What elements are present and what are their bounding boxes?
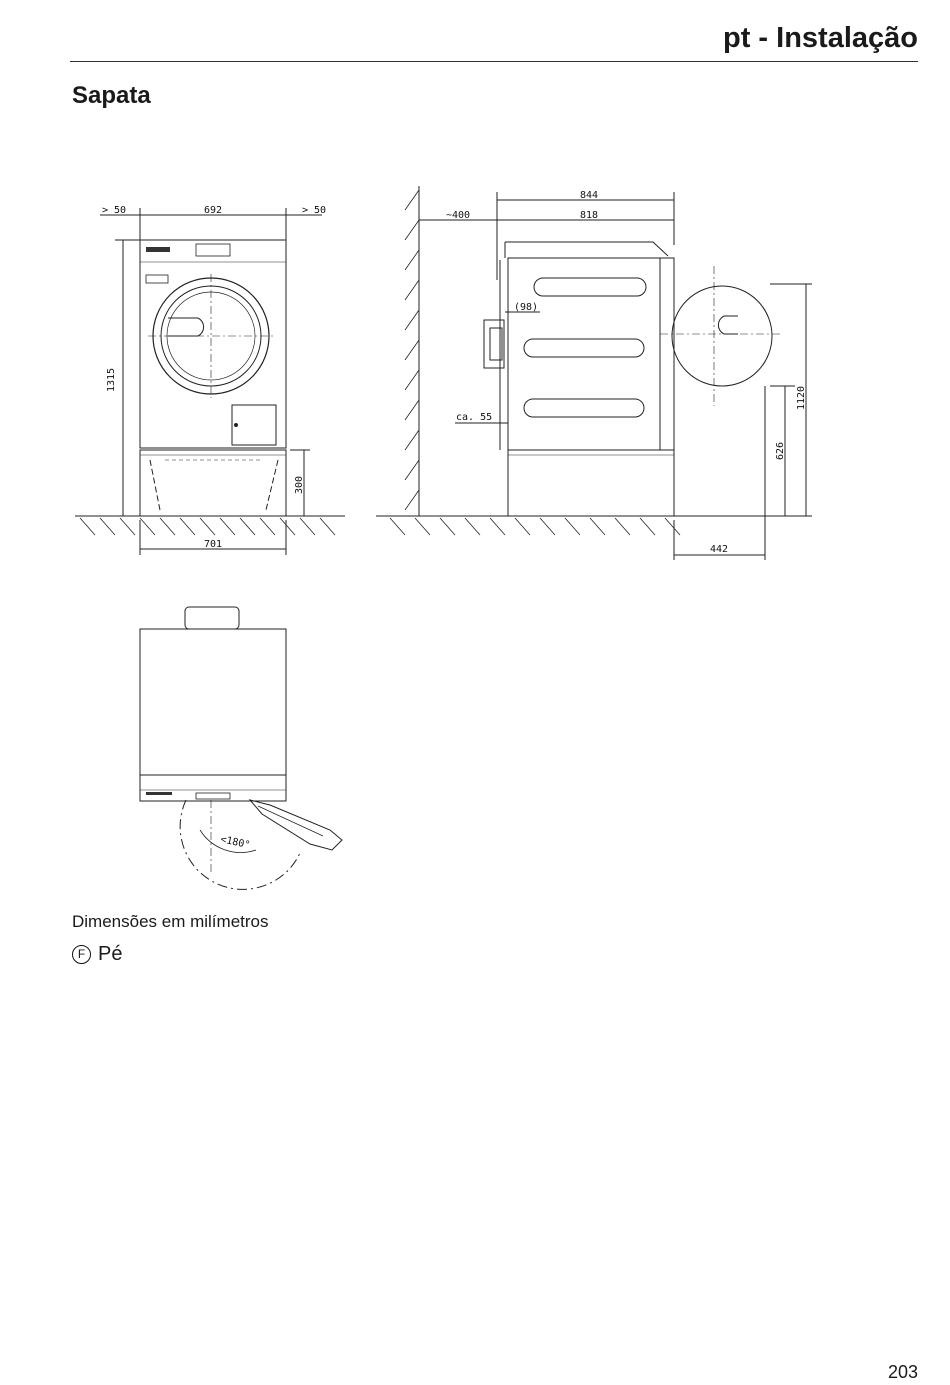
front-base-width: 701 bbox=[204, 539, 223, 550]
side-overall-depth: 844 bbox=[580, 190, 599, 201]
legend-label: Pé bbox=[98, 943, 123, 965]
side-door-center-height: 626 bbox=[775, 441, 786, 460]
front-left-clearance: > 50 bbox=[102, 205, 127, 216]
side-wall-distance: ~400 bbox=[446, 210, 471, 221]
side-view-drawing bbox=[376, 186, 812, 560]
side-offset: ca. 55 bbox=[456, 412, 493, 423]
top-swing-angle: <180° bbox=[219, 834, 252, 852]
legend-marker: F bbox=[72, 945, 91, 964]
side-body-depth: 818 bbox=[580, 210, 599, 221]
front-width: 692 bbox=[204, 205, 223, 216]
page-number: 203 bbox=[887, 1362, 918, 1382]
side-door-swing: 442 bbox=[710, 544, 729, 555]
dimensions-caption: Dimensões em milímetros bbox=[72, 912, 269, 931]
page-header-title: pt - Instalação bbox=[723, 22, 918, 54]
side-door-top-height: 1120 bbox=[796, 385, 807, 410]
side-bracket: (98) bbox=[514, 302, 539, 313]
legend-item bbox=[72, 943, 122, 966]
front-base-height: 300 bbox=[294, 475, 305, 494]
front-right-clearance: > 50 bbox=[302, 205, 327, 216]
front-total-height: 1315 bbox=[106, 367, 117, 392]
section-title: Sapata bbox=[72, 82, 151, 109]
